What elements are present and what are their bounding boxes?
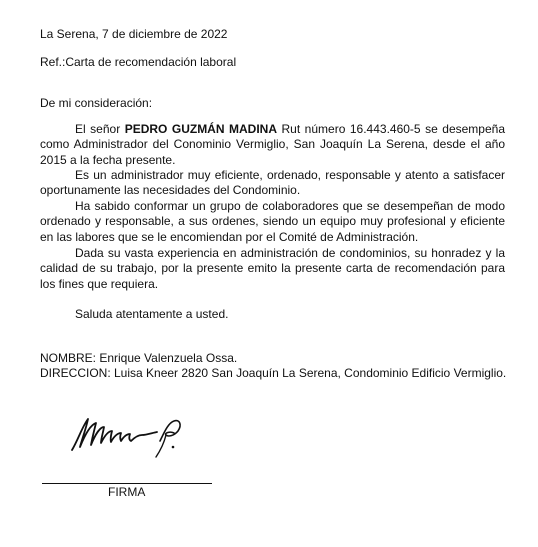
paragraph-team: Ha sabido conformar un grupo de colaboradores que se desempeñan de modo ordenado y responsable, a sus ordenes, siendo un equipo muy profesional y eficiente en las labores que se le encomiendan por el Comité de Administración.	[40, 199, 505, 244]
salutation: De mi consideración:	[40, 96, 153, 110]
intro-lead: El señor	[75, 122, 125, 136]
reference-line: Ref.:Carta de recomendación laboral	[40, 55, 237, 69]
signature-line	[42, 483, 212, 484]
paragraph-introduction	[40, 122, 505, 168]
paragraph-qualities: Es un administrador muy eficiente, ordenado, responsable y atento a satisfacer oportunamente las necesidades del Condominio.	[40, 168, 505, 198]
handwritten-signature	[60, 405, 200, 465]
paragraph-experience: Dada su vasta experiencia en administración de condominios, su honradez y la calidad de su trabajo, por la presente emito la presente carta de recomendación para los fines que requiera.	[40, 246, 505, 291]
signature-label: FIRMA	[108, 485, 146, 499]
place-date: La Serena, 7 de diciembre de 2022	[40, 27, 228, 41]
closing-line: Saluda atentamente a usted.	[75, 307, 229, 321]
intro-rest: Rut número 16.443.460-5 se desempeña como Administrador del Conominio Vermiglio, San Joaquín La Serena, desde el año 2015 a la fecha presente.	[40, 122, 505, 167]
signer-name: NOMBRE: Enrique Valenzuela Ossa.	[40, 351, 238, 365]
signer-address: DIRECCION: Luisa Kneer 2820 San Joaquín La Serena, Condominio Edificio Vermiglio.	[40, 366, 507, 380]
employee-name: PEDRO GUZMÁN MADINA	[124, 122, 278, 136]
